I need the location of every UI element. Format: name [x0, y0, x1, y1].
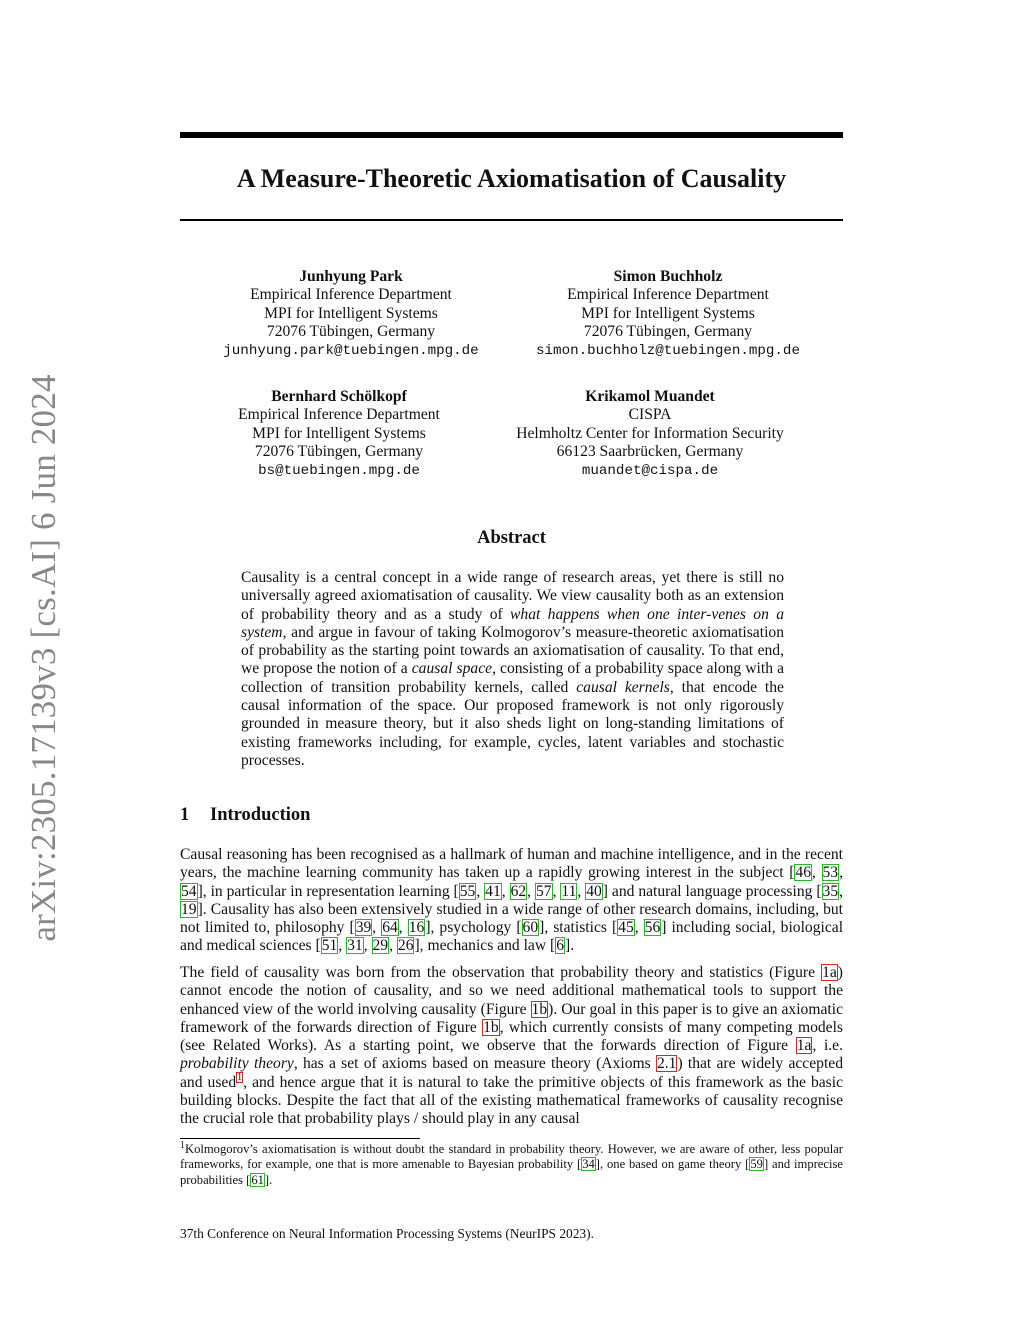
author-email[interactable]: muandet@cispa.de [581, 462, 719, 479]
figure-ref-link[interactable]: 1b [531, 1000, 548, 1018]
citation-link[interactable]: 41 [485, 882, 501, 900]
citation-link[interactable]: 53 [822, 864, 839, 882]
intro-paragraph-2 [180, 964, 843, 1128]
author-department: Empirical Inference Department [238, 406, 440, 424]
citation-link[interactable]: 59 [750, 1157, 763, 1172]
title-bottom-rule [180, 219, 843, 221]
citation-link[interactable]: 62 [510, 882, 527, 900]
author-name: Bernhard Schölkopf [271, 388, 407, 405]
paper-title: A Measure-Theoretic Axiomatisation of Causality [236, 164, 787, 193]
axiom-ref-link[interactable]: 2.1 [656, 1055, 677, 1073]
figure-ref-link[interactable]: 1a [822, 964, 837, 981]
footnote-text-run: ], one based on game theory [ [595, 1157, 750, 1172]
body-text-run: ], mechanics and law [ [414, 937, 556, 955]
citation-link[interactable]: 57 [535, 882, 552, 900]
citation-link[interactable]: 16 [408, 919, 425, 936]
abstract-text-run: Causality is a central concept in a wide range of research areas, yet there is still no universally agreed axiomatisation of causality. We view causality both as an extension of probability theory and as a study of [241, 569, 784, 623]
body-text-run: ], in particular in representation learning [ [197, 882, 459, 900]
footnote-text-run: Kolmogorov’s axiomatisation is without doubt the standard in probability theory. However, we are aware of other, less popular frameworks, for example, one that is more amenable to Bayesian probability [ [180, 1142, 843, 1172]
citation-link[interactable]: 35 [822, 882, 839, 900]
author-email[interactable]: junhyung.park@tuebingen.mpg.de [223, 342, 479, 359]
author-organization: MPI for Intelligent Systems [252, 424, 426, 442]
body-text-run: ]. [565, 937, 575, 955]
abstract-text-run: , consisting of a probability space along with a collection of transition probability kernels, called [241, 660, 784, 696]
citation-link[interactable]: 6 [556, 937, 564, 955]
title-top-rule [180, 132, 843, 138]
figure-ref-link[interactable]: 1a [796, 1037, 812, 1054]
citation-link[interactable]: 39 [355, 919, 372, 936]
citation-link[interactable]: 29 [372, 937, 389, 955]
citation-link[interactable]: 11 [561, 882, 577, 900]
citation-link[interactable]: 54 [181, 882, 197, 900]
author-block [485, 388, 815, 480]
body-text-run: , has a set of axioms based on measure theory (Axioms [293, 1055, 656, 1073]
body-text-run: ], statistics [ [539, 919, 618, 936]
citation-link[interactable]: 40 [586, 882, 602, 900]
body-text-run: , and hence argue that it is natural to take the primitive objects of this framework as the basic building blocks. Despite the fact that all of the existing mathematical frameworks of causality recognise the crucial role that probability plays / should play in any causal [180, 1073, 844, 1127]
author-department: Empirical Inference Department [567, 286, 769, 304]
author-email[interactable]: simon.buchholz@tuebingen.mpg.de [536, 342, 800, 359]
author-address: 72076 Tübingen, Germany [254, 443, 424, 461]
body-text-run: ) that are widely accepted and used [180, 1055, 843, 1091]
author-department: Empirical Inference Department [250, 286, 452, 304]
author-name: Junhyung Park [299, 268, 403, 285]
abstract-emphasis: causal space [411, 660, 493, 678]
body-text-run: The field of causality was born from the observation that probability theory and statistics (Figure [180, 964, 822, 981]
section-number: 1 [180, 805, 190, 825]
author-name: Krikamol Muandet [585, 388, 715, 405]
citation-link[interactable]: 19 [181, 900, 197, 918]
section-title: Introduction [210, 805, 311, 825]
body-text-run: , i.e. [812, 1037, 843, 1054]
abstract-text-run: , that encode the causal information of the space. Our proposed framework is not only rigorously grounded in measure theory, but it also sheds light on long-standing limitations of existing frameworks including, for example, cycles, latent variables and stochastic processes. [241, 678, 784, 769]
abstract-heading: Abstract [477, 528, 546, 548]
author-block [503, 268, 833, 360]
citation-link[interactable]: 60 [522, 919, 539, 936]
body-text-run: ) cannot encode the notion of causality, and so we need additional mathematical tools to support the enhanced view of the world involving causality (Figure [180, 964, 843, 1018]
intro-paragraph-1: Causal reasoning has been recognised as a hallmark of human and machine intelligence, and in the recent years, the machine learning community has taken up a rapidly growing interest in the subject [46, 53, 54], in particular in representation learning [55, 41, 62, 57, 11, 40] and natural language processing [35, 19]. Causality has also been extensively studied in a wide range of other research domains, including, but not limited to, philosophy [39, 64, 16], psychology [60], statistics [45, 56] including social, biological and medical sciences [51, 31, 29, 26], mechanics and law [6]. [180, 846, 844, 955]
figure-ref-link[interactable]: 1b [483, 1018, 499, 1036]
body-text-run: ). Our goal in this paper is to give an axiomatic framework of the forwards direction of Figure [180, 1000, 843, 1036]
author-department: CISPA [628, 406, 672, 424]
body-text-run: ] and natural language processing [ [602, 882, 822, 900]
author-block [174, 388, 504, 480]
citation-link[interactable]: 45 [618, 919, 634, 936]
footnote-rule [180, 1138, 420, 1139]
citation-link[interactable]: 55 [459, 882, 476, 900]
body-text-run: ] including social, biological and medical sciences [ [180, 919, 844, 955]
body-text-run: Causal reasoning has been recognised as a hallmark of human and machine intelligence, and in the recent years, the machine learning community has taken up a rapidly growing interest in the subject [ [180, 846, 843, 882]
author-block [186, 268, 516, 360]
citation-link[interactable]: 31 [347, 937, 363, 955]
author-organization: Helmholtz Center for Information Security [516, 424, 784, 442]
body-emphasis: probability theory [180, 1055, 294, 1073]
body-text-run: ]. Causality has also been extensively studied in a wide range of other research domains, including, but not limited to, philosophy [ [180, 900, 843, 936]
footnote-text-run: ] and imprecise probabilities [ [180, 1157, 843, 1187]
citation-link[interactable]: 34 [582, 1157, 595, 1172]
author-organization: MPI for Intelligent Systems [264, 304, 438, 322]
citation-link[interactable]: 51 [321, 937, 338, 955]
footnote-ref-link[interactable]: 1 [237, 1072, 243, 1084]
author-address: 66123 Saarbrücken, Germany [556, 443, 744, 461]
citation-link[interactable]: 26 [397, 937, 414, 955]
conference-note: 37th Conference on Neural Information Processing Systems (NeurIPS 2023). [180, 1226, 594, 1241]
body-text-run: ], psychology [ [425, 919, 522, 936]
footnote-mark: 1 [180, 1139, 185, 1151]
body-text-run: , which currently consists of many competing models (see Related Works). As a starting point, we observe that the forwards direction of Figure [180, 1018, 843, 1054]
citation-link[interactable]: 46 [795, 864, 811, 882]
footnote [180, 1139, 843, 1188]
abstract-text [241, 569, 784, 770]
abstract-emphasis: what happens when one inter-venes on a system [241, 605, 784, 641]
author-address: 72076 Tübingen, Germany [266, 323, 436, 341]
author-email[interactable]: bs@tuebingen.mpg.de [258, 462, 420, 479]
abstract-emphasis: causal kernels [576, 678, 670, 696]
author-organization: MPI for Intelligent Systems [581, 304, 755, 322]
arxiv-identifier[interactable]: arXiv:2305.17139v3 [cs.AI] 6 Jun 2024 [24, 374, 63, 942]
footnote-text-run: ]. [264, 1172, 273, 1187]
author-name: Simon Buchholz [613, 268, 723, 285]
abstract-text-run: , and argue in favour of taking Kolmogorov’s measure-theoretic axiomatisation of probability as the starting point towards an axiomatisation of causality. To that end, we propose the notion of a [241, 623, 784, 678]
citation-link[interactable]: 64 [382, 919, 398, 936]
section-heading [180, 804, 310, 826]
author-address: 72076 Tübingen, Germany [583, 323, 753, 341]
citation-link[interactable]: 61 [251, 1172, 264, 1187]
citation-link[interactable]: 56 [644, 919, 661, 936]
